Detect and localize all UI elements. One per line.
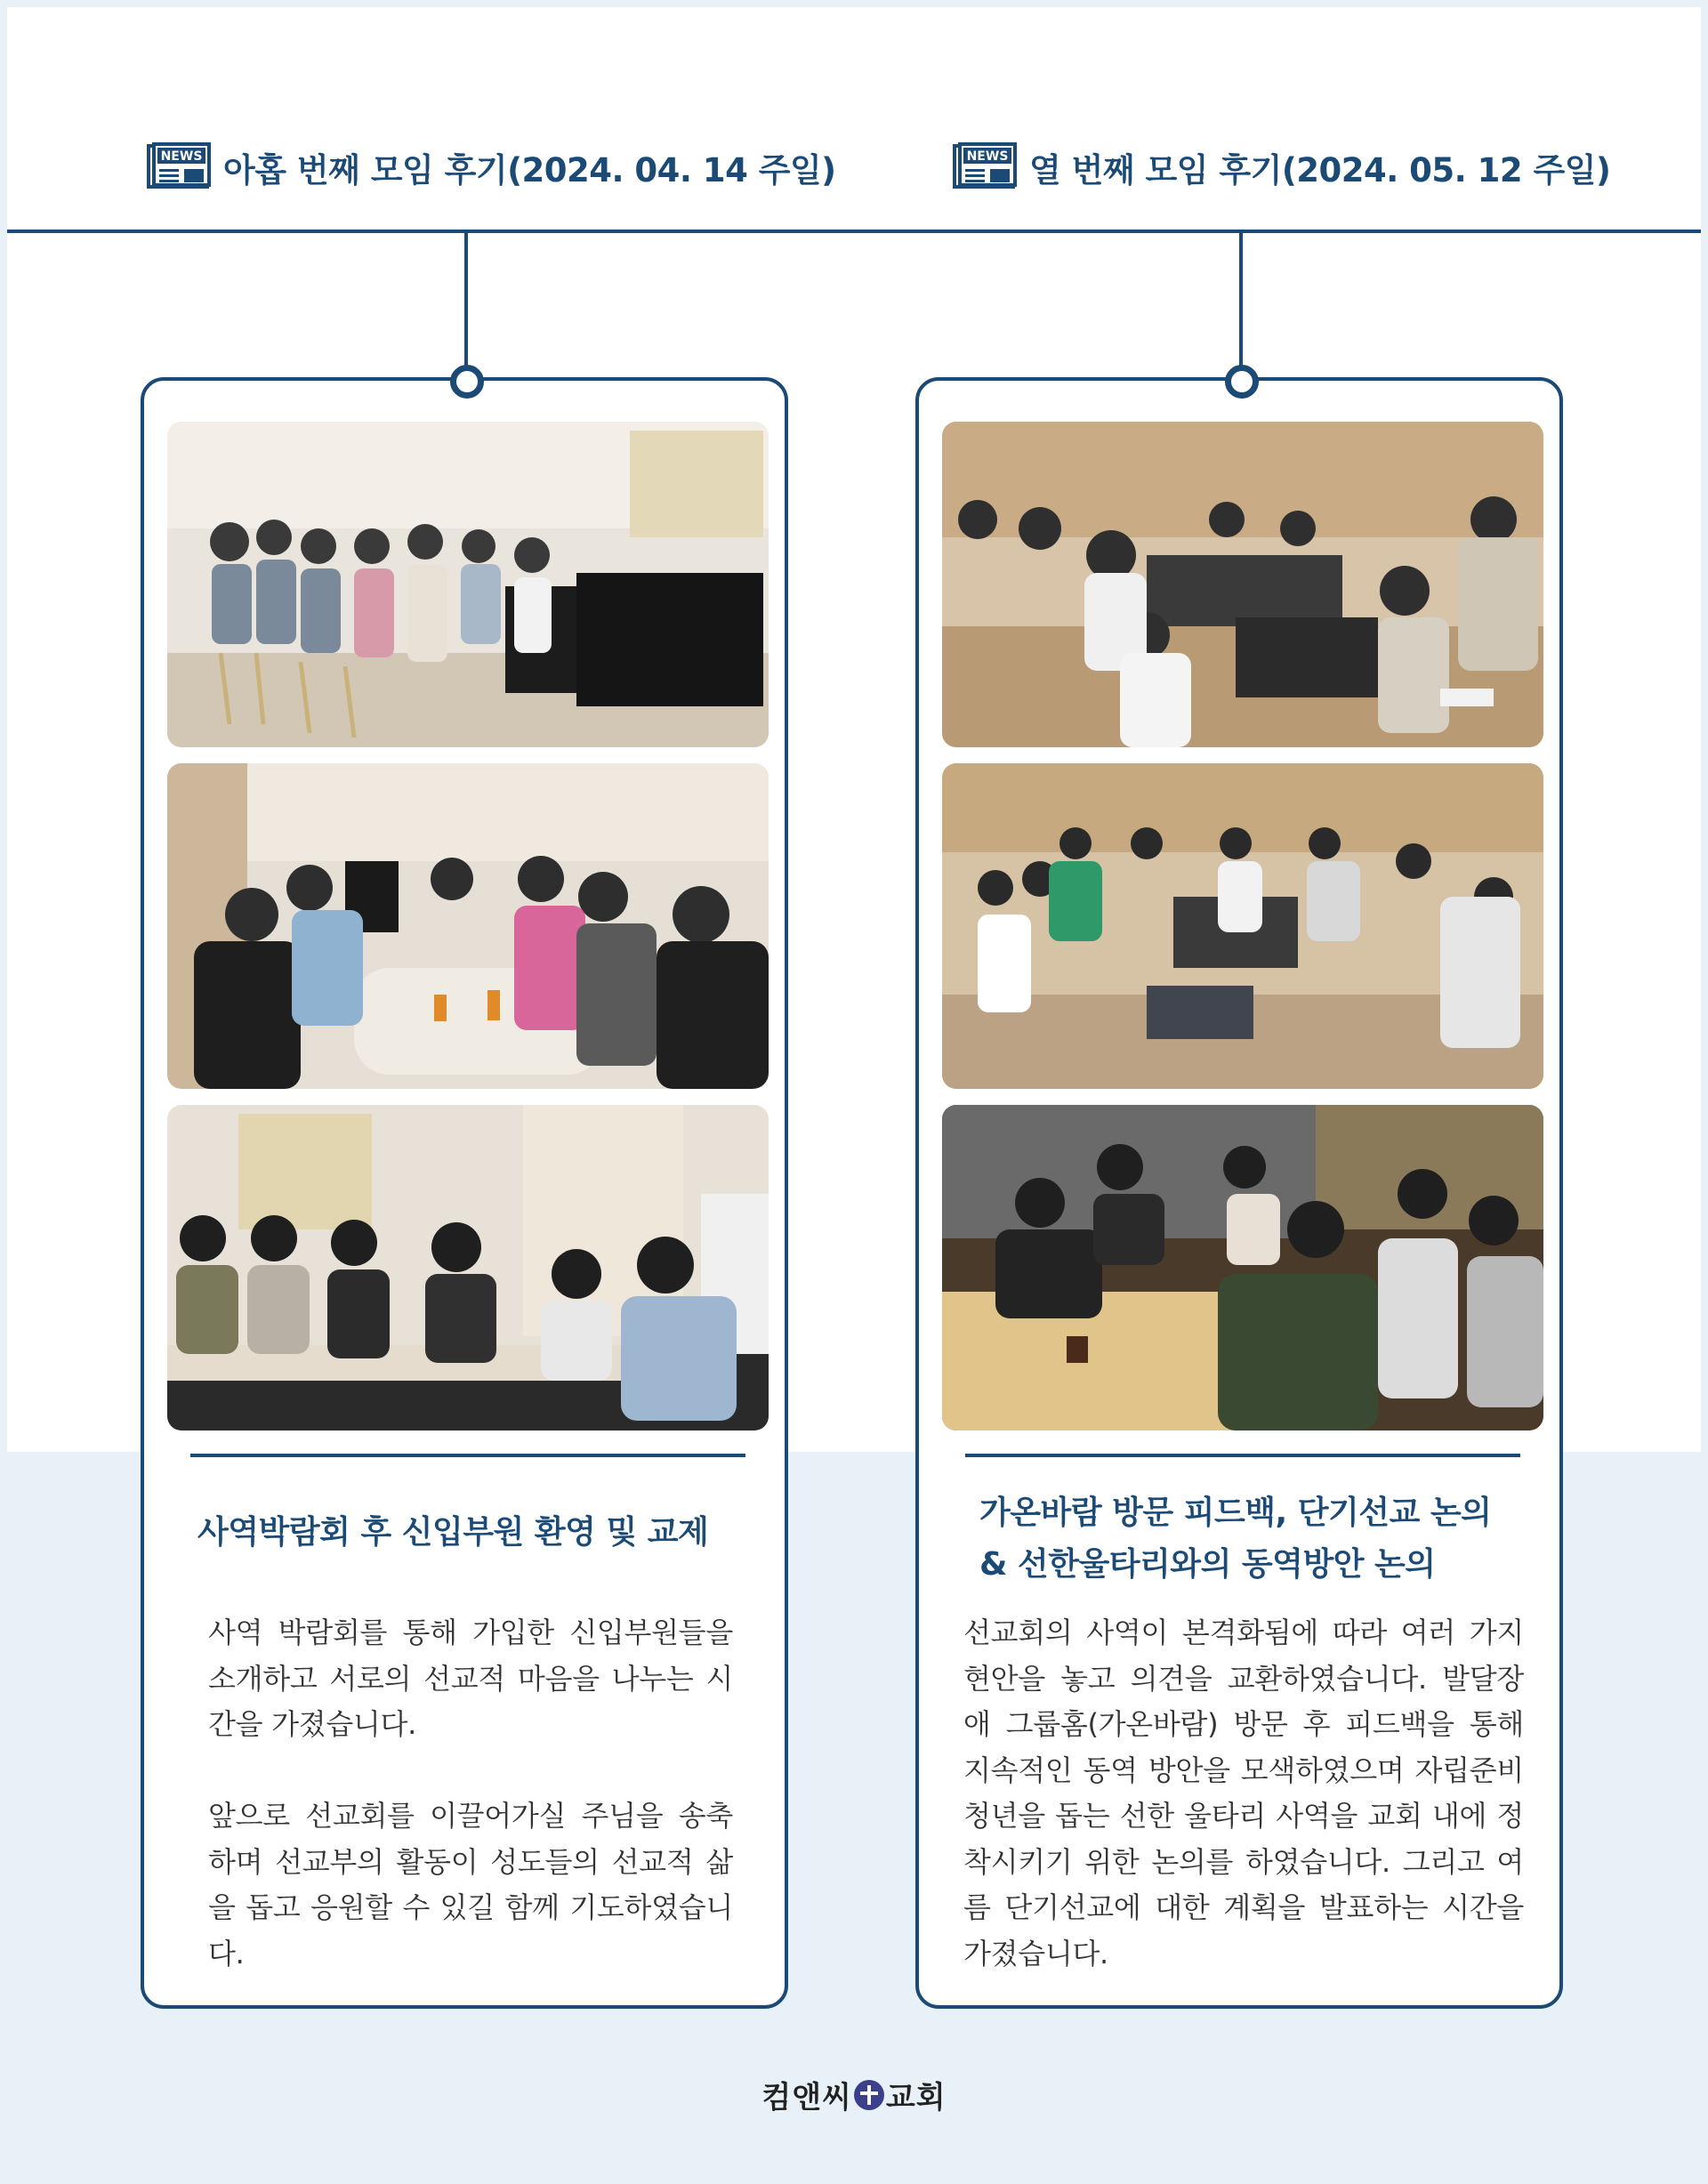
page-frame-right <box>1701 0 1708 1452</box>
left-card-body <box>208 1610 733 1977</box>
right-header <box>953 141 1610 194</box>
right-card-title-line-1: 가온바람 방문 피드백, 단기선교 논의 <box>979 1495 1492 1531</box>
left-card-title: 사역박람회 후 신입부원 환영 및 교제 <box>197 1514 709 1551</box>
church-logo-text-prefix: 컴앤씨 <box>761 2080 852 2115</box>
right-paragraph-1: 선교회의 사역이 본격화됨에 따라 여러 가지 현안을 놓고 의견을 교환하였습니다. 발달장애 그룹홈(가온바람) 방문 후 피드백을 통해 지속적인 동역 방안을 모색하였으며 자립준비 청년을 돕는 선한 울타리 사역을 교회 내에 정착시키기 위한 논의를 하였습니다. 그리고 여름 단기선교에 대한 계획을 발표하는 시간을 가졌습니다. <box>963 1616 1524 1970</box>
svg-text:NEWS: NEWS <box>966 149 1009 164</box>
page-frame-left <box>0 0 7 1452</box>
photo-women-seated-table <box>167 1105 769 1430</box>
news-icon <box>953 142 1019 192</box>
timeline-connector-left <box>464 233 468 375</box>
svg-text:NEWS: NEWS <box>160 149 203 164</box>
timeline-connector-right <box>1239 233 1243 375</box>
photo-meeting-piano-room <box>167 422 769 747</box>
right-header-title: 열 번째 모임 후기(2024. 05. 12 주일) <box>1029 151 1611 189</box>
photo-group-with-children <box>942 422 1543 747</box>
cross-circle-icon <box>854 2080 884 2110</box>
right-card-body <box>963 1610 1524 1977</box>
photo-cafe-table <box>942 1105 1543 1430</box>
page-frame-top <box>0 0 1708 7</box>
timeline-horizontal-line <box>7 230 1701 233</box>
right-card-title <box>979 1487 1531 1591</box>
timeline-dot-left <box>450 365 484 399</box>
card-divider <box>190 1454 745 1457</box>
left-paragraph-2: 앞으로 선교회를 이끌어가실 주님을 송축하며 선교부의 활동이 성도들의 선교적 삶을 돕고 응원할 수 있길 함께 기도하였습니다. <box>208 1799 733 1970</box>
left-paragraph-1: 사역 박람회를 통해 가입한 신입부원들을 소개하고 서로의 선교적 마음을 나누는 시간을 가졌습니다. <box>208 1616 733 1741</box>
left-header <box>147 141 836 194</box>
right-card-title-line-2: & 선한울타리와의 동역방안 논의 <box>979 1546 1436 1583</box>
church-logo <box>0 2073 1708 2116</box>
right-card <box>915 377 1563 2009</box>
left-card <box>141 377 788 2009</box>
timeline-dot-right <box>1225 365 1259 399</box>
church-logo-text-suffix: 교회 <box>885 2080 947 2115</box>
left-header-title: 아홉 번째 모임 후기(2024. 04. 14 주일) <box>223 151 836 189</box>
photo-circle-gathering <box>942 763 1543 1089</box>
card-divider <box>965 1454 1520 1457</box>
photo-meeting-table-discussion <box>167 763 769 1089</box>
news-icon <box>147 142 213 192</box>
